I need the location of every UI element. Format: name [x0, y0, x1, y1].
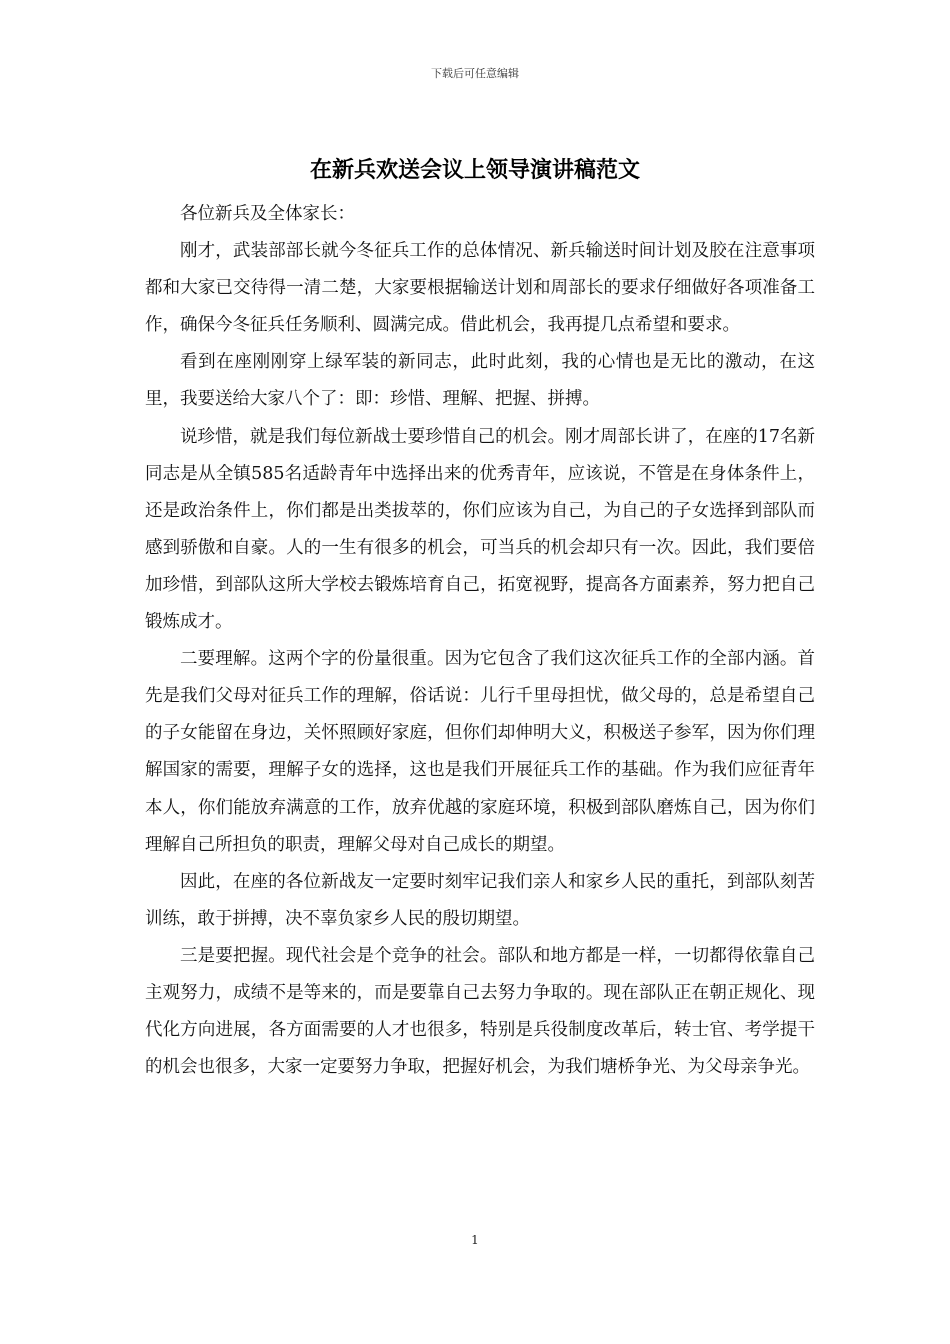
body-paragraph: 二要理解。这两个字的份量很重。因为它包含了我们这次征兵工作的全部内涵。首先是我们父母对征兵工作的理解，俗话说：儿行千里母担忧，做父母的，总是希望自己的子女能留在身边，关怀照顾好家庭，但你们却伸明大义，积极送子参军，因为你们理解国家的需要，理解子女的选择，这也是我们开展征兵工作的基础。作为我们应征青年本人，你们能放弃满意的工作，放弃优越的家庭环境，积极到部队磨炼自己，因为你们理解自己所担负的职责，理解父母对自己成长的期望。	[145, 649, 815, 855]
document-title: 在新兵欢送会议上领导演讲稿范文	[309, 157, 640, 183]
body-paragraph: 刚才，武装部部长就今冬征兵工作的总体情况、新兵输送时间计划及胶在注意事项都和大家已交待得一清二楚，大家要根据输送计划和周部长的要求仔细做好各项准备工作，确保今冬征兵任务顺利、圆满完成。借此机会，我再提几点希望和要求。	[145, 241, 815, 336]
salutation-paragraph: 各位新兵及全体家长：	[180, 204, 355, 224]
body-paragraph: 说珍惜，就是我们每位新战士要珍惜自己的机会。刚才周部长讲了，在座的17名新同志是从全镇585名适龄青年中选择出来的优秀青年，应该说，不管是在身体条件上，还是政治条件上，你们都是出类拔萃的，你们应该为自己，为自己的子女选择到部队而感到骄傲和自豪。人的一生有很多的机会，可当兵的机会却只有一次。因此，我们要倍加珍惜，到部队这所大学校去锻炼培育自己，拓宽视野，提高各方面素养，努力把自己锻炼成才。	[145, 426, 815, 633]
body-paragraph: 看到在座刚刚穿上绿军装的新同志，此时此刻，我的心情也是无比的激动，在这里，我要送给大家八个了：即：珍惜、理解、把握、拼搏。	[145, 352, 815, 410]
page-number: 1	[471, 1233, 479, 1247]
document-body	[145, 196, 815, 1086]
page-header-note: 下载后可任意编辑	[431, 67, 519, 80]
body-paragraph: 三是要把握。现代社会是个竞争的社会。部队和地方都是一样，一切都得依靠自己主观努力，成绩不是等来的，而是要靠自己去努力争取的。现在部队正在朝正规化、现代化方向进展，各方面需要的人才也很多，特别是兵役制度改革后，转士官、考学提干的机会也很多，大家一定要努力争取，把握好机会，为我们塘桥争光、为父母亲争光。	[145, 945, 815, 1078]
body-paragraph: 因此，在座的各位新战友一定要时刻牢记我们亲人和家乡人民的重托，到部队刻苦训练，敢于拼搏，决不辜负家乡人民的殷切期望。	[145, 871, 815, 929]
